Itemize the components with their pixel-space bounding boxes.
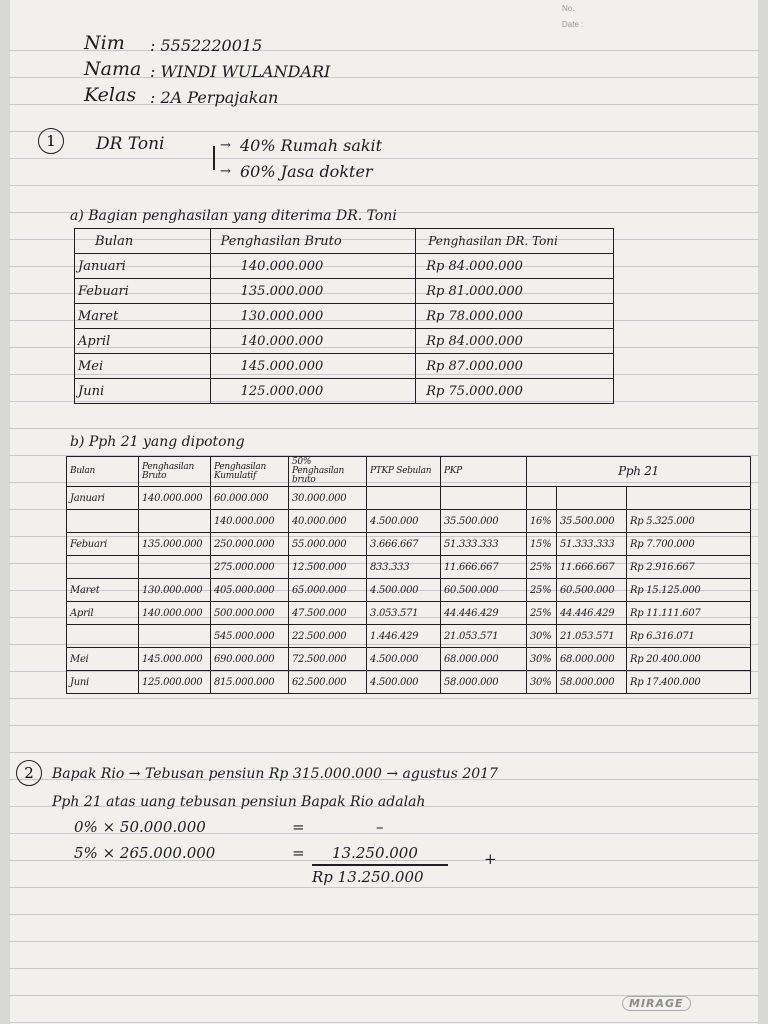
cell-penghasilan: Rp 81.000.000 (416, 279, 614, 304)
cell: Januari (67, 487, 139, 510)
table-row (67, 487, 751, 510)
q2-total: Rp 13.250.000 (312, 868, 424, 886)
arrow-icon: → (220, 164, 231, 179)
cell: 68.000.000 (557, 648, 627, 671)
table-row (75, 379, 614, 404)
cell: 275.000.000 (211, 556, 289, 579)
col-header: Penghasilan Bruto (210, 229, 416, 254)
cell-bulan: Juni (75, 379, 211, 404)
plus-sign: + (484, 850, 497, 868)
cell: Rp 20.400.000 (627, 648, 751, 671)
cell: 405.000.000 (211, 579, 289, 602)
cell: 30.000.000 (289, 487, 367, 510)
cell: 68.000.000 (441, 648, 527, 671)
cell: 500.000.000 (211, 602, 289, 625)
calc1-equals: = (292, 818, 305, 836)
cell: 250.000.000 (211, 533, 289, 556)
cell-penghasilan: Rp 87.000.000 (416, 354, 614, 379)
cell (367, 487, 441, 510)
table-row (67, 533, 751, 556)
cell: 25% (527, 579, 557, 602)
cell (527, 487, 557, 510)
cell: 65.000.000 (289, 579, 367, 602)
split-jasa-dokter: 60% Jasa dokter (240, 162, 373, 181)
brand-logo: MIRAGE (622, 996, 691, 1011)
col-header: 50% Penghasilan bruto (289, 457, 367, 487)
col-header: PTKP Sebulan (367, 457, 441, 487)
col-header: Bulan (75, 229, 211, 254)
cell: 58.000.000 (557, 671, 627, 694)
cell (139, 556, 211, 579)
cell: 55.000.000 (289, 533, 367, 556)
cell: 3.666.667 (367, 533, 441, 556)
cell: 22.500.000 (289, 625, 367, 648)
question-2-number: 2 (16, 760, 42, 786)
cell: 51.333.333 (441, 533, 527, 556)
cell: 130.000.000 (139, 579, 211, 602)
col-header: Penghasilan Bruto (139, 457, 211, 487)
calc1-right: – (376, 818, 384, 836)
table-row (75, 279, 614, 304)
table-row (67, 579, 751, 602)
cell: 30% (527, 625, 557, 648)
cell: 140.000.000 (139, 487, 211, 510)
kelas-label: Kelas (84, 84, 137, 106)
cell: Rp 5.325.000 (627, 510, 751, 533)
calc2-right: 13.250.000 (332, 844, 418, 862)
table-row (75, 354, 614, 379)
table-penghasilan (74, 228, 614, 404)
cell-penghasilan: Rp 78.000.000 (416, 304, 614, 329)
cell: 58.000.000 (441, 671, 527, 694)
table-row (67, 602, 751, 625)
cell: 4.500.000 (367, 671, 441, 694)
cell: 47.500.000 (289, 602, 367, 625)
cell: 125.000.000 (139, 671, 211, 694)
col-header: Penghasilan Kumulatif (211, 457, 289, 487)
cell-penghasilan: Rp 84.000.000 (416, 329, 614, 354)
print-date-label: Date : (562, 20, 584, 29)
table-row (67, 648, 751, 671)
cell: Febuari (67, 533, 139, 556)
cell: April (67, 602, 139, 625)
nama-label: Nama (84, 58, 142, 80)
cell-bulan: April (75, 329, 211, 354)
cell: Rp 2.916.667 (627, 556, 751, 579)
cell-bruto: 145.000.000 (210, 354, 416, 379)
kelas-value: : 2A Perpajakan (150, 88, 279, 107)
cell (67, 510, 139, 533)
question-1-number: 1 (38, 128, 64, 154)
cell: Maret (67, 579, 139, 602)
cell: Rp 11.111.607 (627, 602, 751, 625)
cell: 4.500.000 (367, 648, 441, 671)
table-header-row (75, 229, 614, 254)
nim-value: : 5552220015 (150, 36, 263, 55)
cell: 4.500.000 (367, 579, 441, 602)
cell: 545.000.000 (211, 625, 289, 648)
table-row (75, 329, 614, 354)
cell-penghasilan: Rp 84.000.000 (416, 254, 614, 279)
nim-label: Nim (84, 32, 125, 54)
cell: 1.446.429 (367, 625, 441, 648)
cell (139, 625, 211, 648)
cell (557, 487, 627, 510)
arrow-icon: → (220, 138, 231, 153)
table-row (67, 556, 751, 579)
cell: 25% (527, 556, 557, 579)
cell: 60.500.000 (441, 579, 527, 602)
q1-name: DR Toni (96, 134, 165, 154)
cell: 15% (527, 533, 557, 556)
cell: 11.666.667 (557, 556, 627, 579)
table-row (67, 671, 751, 694)
cell: 44.446.429 (441, 602, 527, 625)
part-b-title: b) Pph 21 yang dipotong (70, 434, 245, 450)
notebook-page (10, 0, 758, 1024)
cell (139, 510, 211, 533)
cell (67, 556, 139, 579)
part-a-title: a) Bagian penghasilan yang diterima DR. Toni (70, 208, 397, 224)
cell: 44.446.429 (557, 602, 627, 625)
col-header: Penghasilan DR. Toni (416, 229, 614, 254)
cell: 62.500.000 (289, 671, 367, 694)
col-header: PKP (441, 457, 527, 487)
cell: Rp 7.700.000 (627, 533, 751, 556)
col-header: Pph 21 (527, 457, 751, 487)
cell-bulan: Januari (75, 254, 211, 279)
q2-line2: Pph 21 atas uang tebusan pensiun Bapak Rio adalah (52, 794, 426, 810)
cell-penghasilan: Rp 75.000.000 (416, 379, 614, 404)
cell: 140.000.000 (211, 510, 289, 533)
cell (441, 487, 527, 510)
cell: Rp 15.125.000 (627, 579, 751, 602)
cell: 135.000.000 (139, 533, 211, 556)
calc2-left: 5% × 265.000.000 (74, 844, 216, 862)
sum-underline (312, 864, 448, 866)
cell (627, 487, 751, 510)
calc2-equals: = (292, 844, 305, 862)
cell: 3.053.571 (367, 602, 441, 625)
split-bracket (213, 146, 215, 170)
cell (67, 625, 139, 648)
cell: 35.500.000 (557, 510, 627, 533)
col-header: Bulan (67, 457, 139, 487)
split-rumah-sakit: 40% Rumah sakit (240, 136, 383, 155)
cell: 21.053.571 (557, 625, 627, 648)
cell-bruto: 125.000.000 (210, 379, 416, 404)
table-row (67, 625, 751, 648)
cell: 145.000.000 (139, 648, 211, 671)
nama-value: : WINDI WULANDARI (150, 62, 331, 81)
cell: 815.000.000 (211, 671, 289, 694)
table-row (75, 304, 614, 329)
cell: 60.000.000 (211, 487, 289, 510)
cell: 12.500.000 (289, 556, 367, 579)
cell-bruto: 135.000.000 (210, 279, 416, 304)
cell: 40.000.000 (289, 510, 367, 533)
cell: 35.500.000 (441, 510, 527, 533)
cell: Juni (67, 671, 139, 694)
cell: 72.500.000 (289, 648, 367, 671)
q2-line1: Bapak Rio → Tebusan pensiun Rp 315.000.000 → agustus 2017 (52, 766, 498, 782)
calc1-left: 0% × 50.000.000 (74, 818, 206, 836)
cell: 30% (527, 671, 557, 694)
cell: 51.333.333 (557, 533, 627, 556)
cell: Mei (67, 648, 139, 671)
cell: 690.000.000 (211, 648, 289, 671)
cell-bulan: Maret (75, 304, 211, 329)
cell: Rp 17.400.000 (627, 671, 751, 694)
cell-bruto: 140.000.000 (210, 254, 416, 279)
cell: 60.500.000 (557, 579, 627, 602)
cell: 833.333 (367, 556, 441, 579)
table-row (75, 254, 614, 279)
cell: 21.053.571 (441, 625, 527, 648)
cell: 30% (527, 648, 557, 671)
table-pph21 (66, 456, 751, 694)
cell-bulan: Febuari (75, 279, 211, 304)
cell: 140.000.000 (139, 602, 211, 625)
cell: 25% (527, 602, 557, 625)
cell: Rp 6.316.071 (627, 625, 751, 648)
cell-bruto: 130.000.000 (210, 304, 416, 329)
cell: 16% (527, 510, 557, 533)
cell: 4.500.000 (367, 510, 441, 533)
cell-bruto: 140.000.000 (210, 329, 416, 354)
cell: 11.666.667 (441, 556, 527, 579)
cell-bulan: Mei (75, 354, 211, 379)
table-row (67, 510, 751, 533)
table-header-row (67, 457, 751, 487)
print-no-label: No. (562, 4, 575, 13)
